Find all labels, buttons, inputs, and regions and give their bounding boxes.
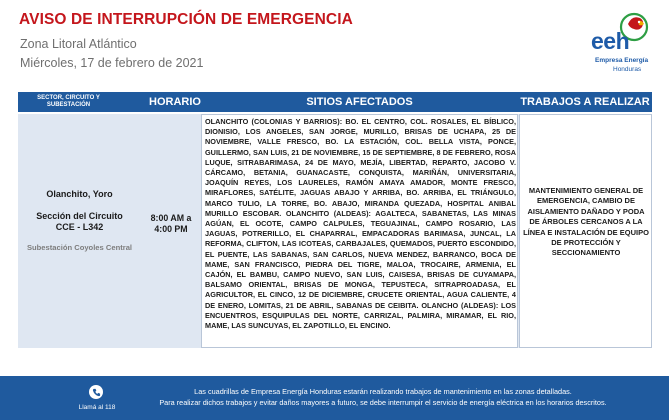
schedule-end: 4:00 PM xyxy=(154,224,188,234)
trabajos-cell xyxy=(519,114,652,348)
column-header-sitios: SITIOS AFECTADOS xyxy=(306,96,413,108)
footer-message xyxy=(133,386,633,408)
sitios-cell xyxy=(201,114,518,348)
sector-name: Olanchito, Yoro xyxy=(46,189,113,199)
logo-country-line: Honduras xyxy=(613,66,642,73)
notice-date: Miércoles, 17 de febrero de 2021 xyxy=(20,56,204,70)
table-row xyxy=(18,114,652,348)
schedule xyxy=(142,213,200,235)
circuit-section xyxy=(18,211,141,233)
column-header-sector: SECTOR, CIRCUITO Y SUBESTACIÓN xyxy=(37,95,100,108)
logo-company-line: Empresa Energía xyxy=(595,57,649,64)
outage-table xyxy=(18,92,652,348)
footer-line-2: Para realizar dichos trabajos y evitar daños mayores a futuro, se debe interrumpir el servicio de energía eléctrica en los horarios descritos. xyxy=(159,398,607,407)
column-header-trabajos: TRABAJOS A REALIZAR xyxy=(520,96,650,108)
footer-bar xyxy=(0,376,669,420)
circuit-section-label: Sección del Circuito xyxy=(36,211,123,221)
planned-work-text: MANTENIMIENTO GENERAL DE EMERGENCIA, CAMBIO DE AISLAMIENTO DAÑADO Y PODA DE ÁRBOLES CERCANOS A LA LÍNEA E INSTALACIÓN DE EQUIPO DE PROTECCIÓN Y SECCIONAMIENTO xyxy=(523,186,649,258)
schedule-start: 8:00 AM a xyxy=(150,213,192,223)
phone-icon[interactable] xyxy=(89,385,103,399)
notice-title: AVISO DE INTERRUPCIÓN DE EMERGENCIA xyxy=(19,11,353,28)
substation-name: Subestación Coyoles Central xyxy=(26,243,133,252)
horario-cell xyxy=(142,114,200,348)
sector-cell xyxy=(18,114,141,348)
phone-label: Llamá al 118 xyxy=(78,404,116,411)
circuit-code: CCE - L342 xyxy=(55,222,104,232)
footer-line-1: Las cuadrillas de Empresa Energía Honduras estarán realizando trabajos de mantenimiento en las zonas detalladas. xyxy=(194,387,572,396)
affected-sites-text: OLANCHITO (COLONIAS Y BARRIOS): BO. EL CENTRO, COL. ROSALES, EL BÍBLICO, DIONISIO, LOS ANGELES, SAN JORGE, MURILLO, BRISAS DE UCHAPA, 25 DE NOVIEMBRE, VALLE FRESCO, BO. LA ESTACIÓN, COL. BELLA VISTA, PONCE, GUILLERMO, SAN LUIS, 21 DE NOVIEMBRE, 15 DE SEPTIEMBRE, 8 DE FEBRERO, ROSA LUQUE, SITRABARIMASA, 24 DE MAYO, MEJÍA, LIBERTAD, REPARTO, JACOBO V. CÁRCAMO, BETANIA, GUANACASTE, CONQUISTA, MARIÑÁN, UNIVERSITARIA, JOAQUÍN REYES, LOS LAURELES, RAMÓN AMAYA AMADOR, MONTE FRESCO, MIRAFLORES, SATÉLITE, JAGUAS ABAJO Y ARRIBA, BO. ARRIBA, EL TRIÁNGULO, MARCO TULIO, LA TORRE, BO. ABAJO, MIRANDA QUEZADA, HOSPITAL ANIBAL MURILLO ESCOBAR. OLANCHITO (ALDEAS): AGALTECA, SABANETAS, LAS MINAS AGÚAN, EL OCOTE, CAMPO CALPULES, TEGUAJINAL, CAMPO ROSARIO, LAS JAGUAS, POTRERILLO, EL CHAPARRAL, EMPACADORAS BARIMASA, JUNCAL, LA REFORMA, CLIFTON, LAS ICOTEAS, CARBAJALES, QUEMADOS, PUERTO ESCONDIDO, EL PUENTE, LAS SABANAS, SAN CARLOS, NUEVA MENDEZ, BARRANCO, BOCA DE MAME, SAN FRANCISCO, PIEDRA DEL TIGRE, MALOA, TROCAIRE, ARMENIA, EL CAJÓN, EL BAMBU, CAMPO NUEVO, SAN LUIS, CAISESA, BRISAS DE CUYAMAPA, BALSAMO ORIENTAL, BRISAS DE MONGA, TEPUSTECA, SITRAPROADASA, EL AGRICULTOR, EL CINCO, 12 DE DICIEMBRE, CRUCETE ORIENTAL, AGUA CALIENTE, 4 DE ENERO, LOMITAS, 21 DE ABRIL, SABANAS DE CEIBITA. OLANCHO (ALDEAS): LOS ENCUENTROS, ESQUIPULAS DEL NORTE, CARRIZAL, PALMIRA, MIRAMAR, EL RIO, MAME, LAS SUNCUYAS, EL ZAPOTILLO, EL ENCINO. xyxy=(205,117,516,331)
logo-wordmark: eeh xyxy=(591,28,630,54)
eeh-logo xyxy=(583,12,657,74)
table-header xyxy=(18,92,652,112)
zone-name: Zona Litoral Atlántico xyxy=(20,37,137,51)
column-header-horario: HORARIO xyxy=(149,96,201,108)
